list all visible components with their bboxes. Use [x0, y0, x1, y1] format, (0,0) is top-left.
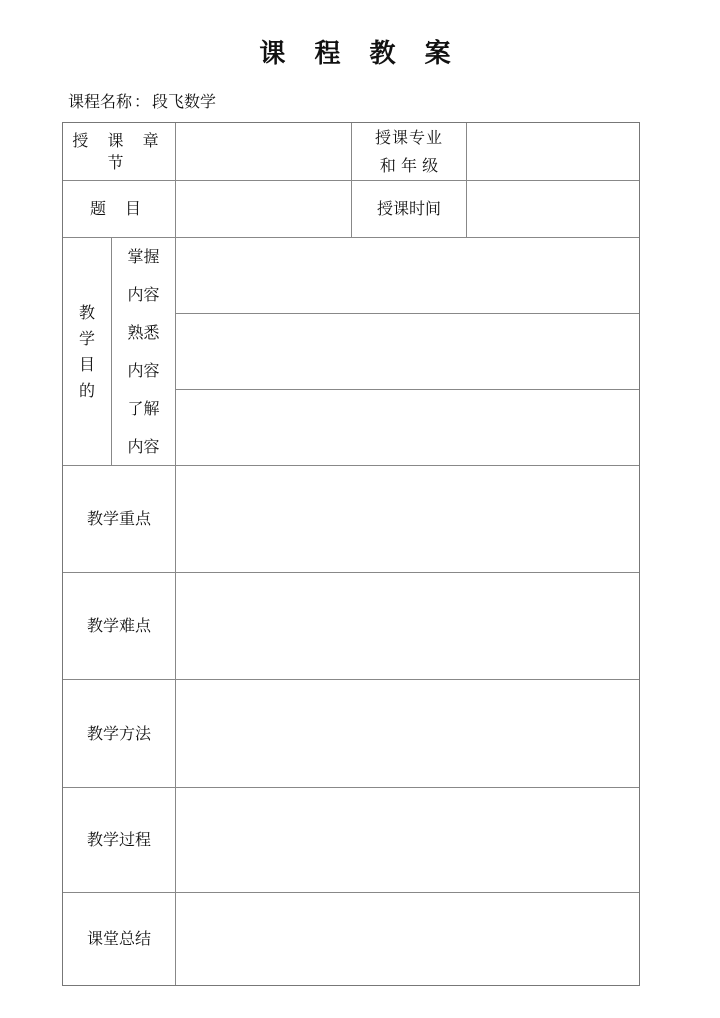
topic-label: 题 目	[89, 199, 149, 218]
document-title: 课 程 教 案	[259, 39, 461, 69]
objective-label-line2: 内容	[127, 360, 160, 380]
objective-familiar-label	[112, 314, 175, 389]
chapter-input[interactable]	[176, 123, 351, 180]
time-label: 授课时间	[376, 199, 441, 218]
objective-label-line2: 内容	[127, 284, 160, 304]
chapter-label: 授 课 章 节	[72, 130, 166, 172]
objective-understand-label	[112, 390, 175, 465]
process-label: 教学过程	[86, 830, 151, 849]
time-input[interactable]	[467, 181, 639, 237]
topic-input[interactable]	[176, 181, 351, 237]
objective-master-input[interactable]	[176, 238, 639, 313]
objective-label-line1: 了解	[127, 398, 160, 418]
major-grade-label-line1: 授课专业	[374, 127, 443, 147]
objective-label-line1: 掌握	[127, 246, 160, 266]
objectives-group-label	[63, 238, 111, 465]
objectives-group-char: 目	[78, 354, 95, 374]
objectives-group-char: 学	[78, 328, 95, 348]
objectives-group-char: 的	[78, 380, 95, 400]
objective-master-label	[112, 238, 175, 313]
course-name-value: 段飞数学	[152, 92, 217, 111]
course-name-label: 课程名称	[68, 92, 133, 111]
methods-label: 教学方法	[86, 723, 151, 743]
course-name-line	[68, 90, 216, 114]
key-points-label: 教学重点	[86, 509, 151, 528]
major-grade-label	[352, 123, 466, 180]
key-points-input[interactable]	[176, 466, 639, 572]
objective-familiar-input[interactable]	[176, 314, 639, 389]
major-grade-input[interactable]	[467, 123, 639, 180]
methods-input[interactable]	[176, 680, 639, 787]
lesson-plan-table	[62, 122, 640, 986]
objective-label-line1: 熟悉	[127, 322, 160, 342]
summary-input[interactable]	[176, 893, 639, 985]
course-name-separator: ：	[134, 92, 151, 111]
difficulties-input[interactable]	[176, 573, 639, 679]
major-grade-label-line2: 和 年 级	[379, 155, 439, 175]
difficulties-label: 教学难点	[86, 616, 151, 635]
objective-understand-input[interactable]	[176, 390, 639, 465]
objectives-group-char: 教	[78, 302, 95, 322]
summary-label: 课堂总结	[86, 929, 151, 948]
objective-label-line2: 内容	[127, 436, 160, 456]
process-input[interactable]	[176, 788, 639, 892]
